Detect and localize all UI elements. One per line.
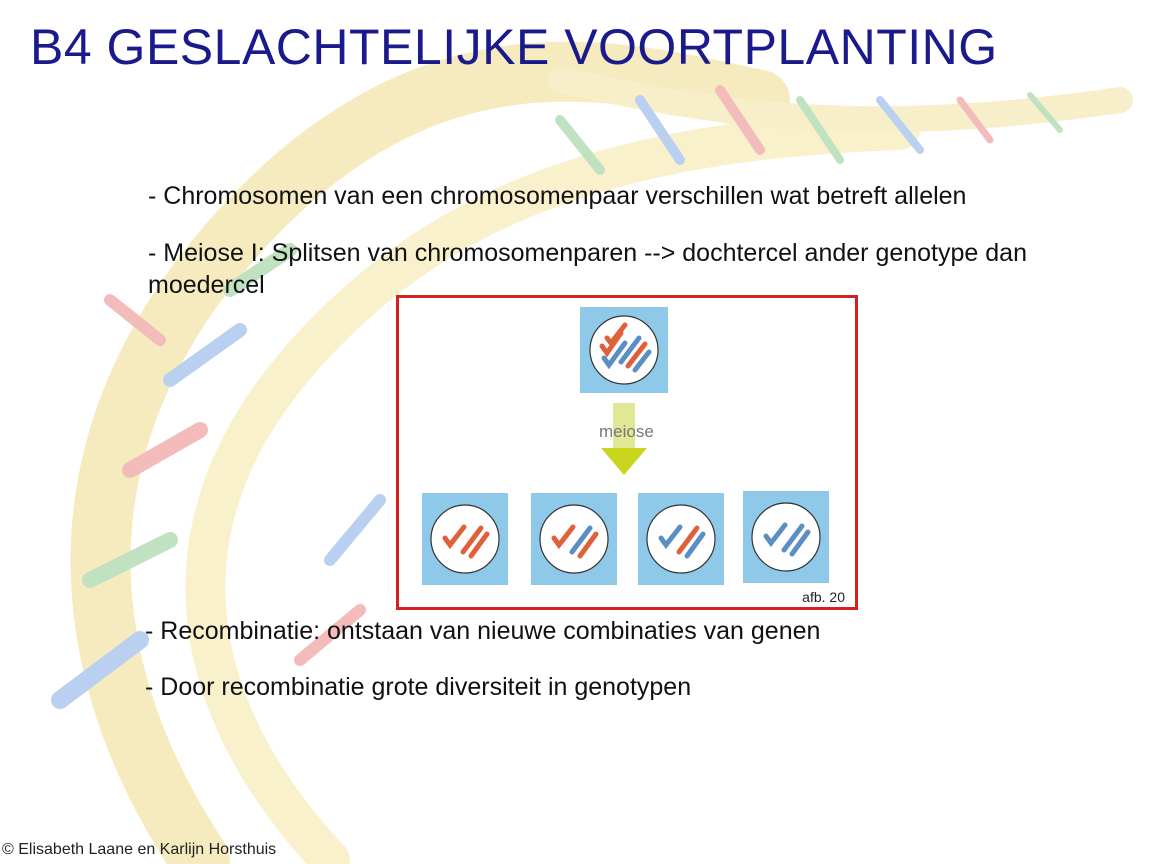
meiose-label: meiose <box>599 422 654 441</box>
bullet-recombinatie: - Recombinatie: ontstaan van nieuwe combinaties van genen <box>145 617 821 645</box>
daughter-cell-3 <box>638 493 724 585</box>
daughter-cell-2 <box>531 493 617 585</box>
daughter-cell-4 <box>743 491 829 583</box>
slide-title: B4 GESLACHTELIJKE VOORTPLANTING <box>30 19 998 75</box>
bullet-chromosomes-alleles: - Chromosomen van een chromosomenpaar verschillen wat betreft allelen <box>148 182 967 210</box>
copyright-footer: © Elisabeth Laane en Karlijn Horsthuis <box>2 841 277 858</box>
meiosis-diagram <box>399 298 855 607</box>
meiosis-figure <box>396 295 858 610</box>
bullet-diversiteit: - Door recombinatie grote diversiteit in genotypen <box>145 673 692 701</box>
figure-caption: afb. 20 <box>802 589 845 605</box>
daughter-cell-1 <box>422 493 508 585</box>
bullet-meiose-i: - Meiose I: Splitsen van chromosomenparen --> dochtercel ander genotype dan moedercel <box>148 239 1027 299</box>
parent-cell <box>580 307 668 393</box>
